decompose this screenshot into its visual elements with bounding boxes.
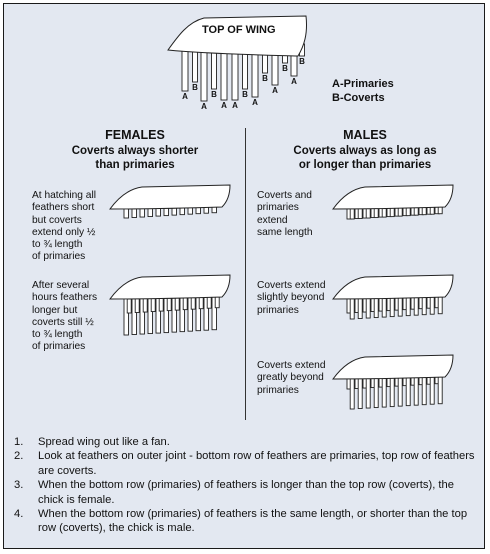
top-wing-illustration <box>168 16 318 116</box>
instructions-list <box>14 435 480 536</box>
note-line: feathers short <box>32 202 95 214</box>
instruction-item <box>14 449 480 478</box>
feather-label: B <box>262 74 268 83</box>
feather-label: A <box>232 101 238 110</box>
primary-feather <box>232 49 238 100</box>
male-note-same-length <box>257 190 313 239</box>
instruction-item <box>14 478 480 507</box>
note-line: but coverts <box>32 214 82 226</box>
legend <box>332 77 394 105</box>
males-subtitle-line2: or longer than primaries <box>298 159 432 171</box>
note-line: hours feathers <box>32 292 98 304</box>
wing-shape <box>110 275 230 299</box>
note-line: After several <box>32 280 90 291</box>
column-divider <box>245 128 246 420</box>
note-line: At hatching all <box>32 190 96 201</box>
note-line: Coverts and <box>257 190 312 201</box>
primary-feather <box>252 49 258 97</box>
note-line: to ¾ length <box>32 239 83 251</box>
feather-label: B <box>211 90 217 99</box>
legend-primaries: A-Primaries <box>332 78 394 90</box>
note-line: Coverts extend <box>257 360 326 371</box>
instruction-number: 4. <box>14 508 24 521</box>
wing-shape <box>333 275 453 299</box>
feather-label: A <box>201 102 207 111</box>
legend-coverts: B-Coverts <box>332 92 385 104</box>
top-wing-shape <box>168 16 307 56</box>
primary-feather <box>182 49 188 91</box>
feather-label: B <box>282 64 288 73</box>
feather-label: B <box>299 57 305 66</box>
note-line: extend <box>257 214 288 226</box>
primary-feather <box>221 49 227 100</box>
note-line: extend only ½ <box>32 226 96 238</box>
note-line: Coverts extend <box>257 280 326 291</box>
feather-label: A <box>291 77 297 86</box>
instruction-number: 3. <box>14 479 24 492</box>
instruction-item <box>14 435 480 449</box>
wing-shape <box>110 185 230 209</box>
males-title: MALES <box>343 128 387 142</box>
note-line: greatly beyond <box>257 372 324 384</box>
note-line: primaries <box>257 304 299 316</box>
male-wing-greatly-beyond <box>333 355 458 425</box>
female-wing-hatching <box>110 185 235 245</box>
note-line: primaries <box>257 384 299 396</box>
females-subtitle-line2: than primaries <box>95 159 175 171</box>
female-note-hatching <box>32 190 96 264</box>
note-line: same length <box>257 226 313 238</box>
primary-feather <box>201 49 207 101</box>
male-note-slightly-beyond <box>257 280 326 317</box>
male-wing-slightly-beyond <box>333 275 458 345</box>
instruction-number: 2. <box>14 450 24 463</box>
note-line: of primaries <box>32 251 86 263</box>
feather-label: A <box>221 101 227 110</box>
instruction-text: Look at feathers on outer joint - bottom row of feathers are primaries, top row of feathers are coverts. <box>38 450 475 477</box>
note-line: of primaries <box>32 341 86 353</box>
top-wing-title: TOP OF WING <box>202 24 276 36</box>
feather-label: A <box>272 86 278 95</box>
feather-label: A <box>182 92 188 101</box>
males-subtitle-line1: Coverts always as long as <box>293 145 437 157</box>
feather-label: A <box>252 98 258 107</box>
note-line: longer but <box>32 304 78 316</box>
note-line: coverts still ½ <box>32 316 94 328</box>
male-note-greatly-beyond <box>257 360 326 397</box>
feather-label: B <box>242 90 248 99</box>
instruction-text: When the bottom row (primaries) of feathers is longer than the top row (coverts), the chick is female. <box>38 479 454 506</box>
instruction-number: 1. <box>14 436 24 448</box>
instruction-text: When the bottom row (primaries) of feathers is the same length, or shorter than the top row (coverts), the chick is male. <box>38 508 468 535</box>
wing-shape <box>333 355 453 379</box>
instruction-text: Spread wing out like a fan. <box>38 436 170 448</box>
wing-shape <box>333 185 453 209</box>
female-wing-after-hours <box>110 275 235 365</box>
females-title: FEMALES <box>105 128 165 142</box>
instruction-item <box>14 507 480 536</box>
feather-label: B <box>192 83 198 92</box>
note-line: primaries <box>257 202 299 214</box>
female-note-after-hours <box>32 280 97 354</box>
note-line: slightly beyond <box>257 292 325 304</box>
females-subtitle-line1: Coverts always shorter <box>71 145 199 157</box>
male-wing-same-length <box>333 185 458 245</box>
note-line: to ¾ length <box>32 329 83 341</box>
